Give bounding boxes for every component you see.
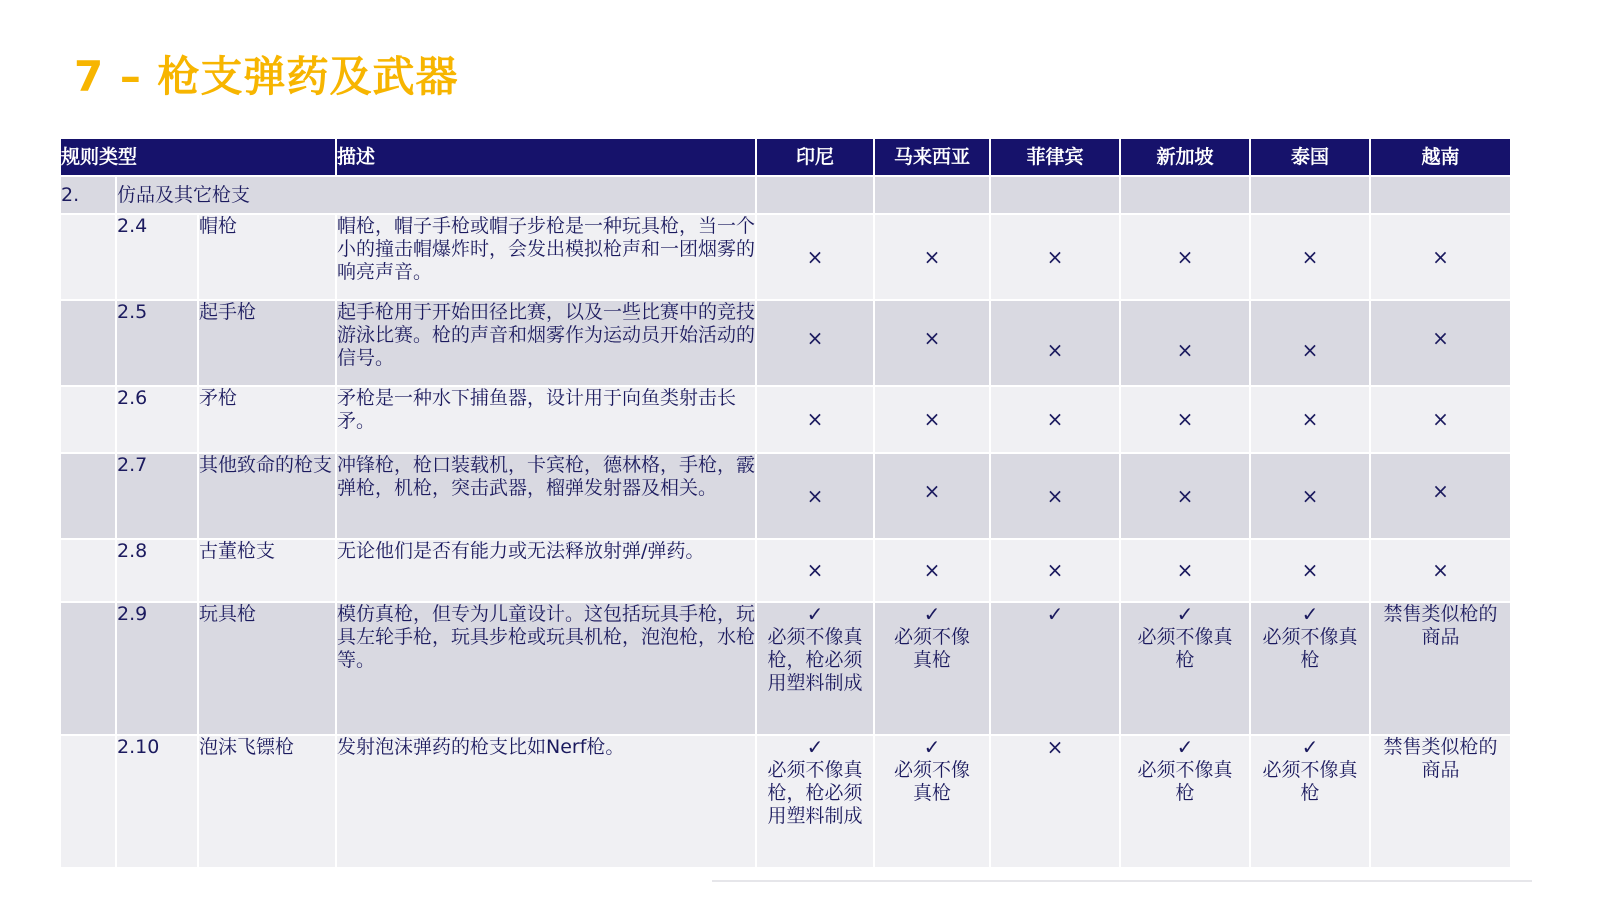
cross-icon: × bbox=[1301, 244, 1319, 269]
country-status-cell bbox=[990, 539, 1120, 602]
country-status-cell bbox=[1250, 300, 1370, 386]
cross-icon: × bbox=[806, 326, 824, 350]
header-country: 越南 bbox=[1370, 138, 1511, 176]
table-row bbox=[60, 214, 1511, 300]
cross-icon: × bbox=[923, 326, 941, 350]
cross-icon: × bbox=[1432, 244, 1449, 269]
table-row bbox=[60, 602, 1511, 735]
indent-cell bbox=[60, 539, 116, 602]
rule-name: 古董枪支 bbox=[198, 539, 336, 602]
rule-description: 冲锋枪，枪口装载机，卡宾枪，德林格，手枪，霰弹枪，机枪，突击武器，榴弹发射器及相关。 bbox=[336, 453, 756, 539]
cross-icon: × bbox=[806, 244, 824, 269]
cross-icon: × bbox=[1046, 483, 1064, 508]
check-icon: ✓ bbox=[1176, 735, 1194, 759]
country-status-cell bbox=[1120, 386, 1250, 453]
country-status-cell bbox=[756, 735, 874, 868]
section-empty-cell bbox=[1120, 176, 1250, 214]
country-status-cell bbox=[990, 300, 1120, 386]
country-status-cell bbox=[756, 214, 874, 300]
section-empty-cell bbox=[1250, 176, 1370, 214]
header-country: 新加坡 bbox=[1120, 138, 1250, 176]
rule-name: 其他致命的枪支 bbox=[198, 453, 336, 539]
header-rule-type: 规则类型 bbox=[60, 138, 336, 176]
section-empty-cell bbox=[874, 176, 990, 214]
cross-icon: × bbox=[923, 244, 941, 269]
cross-icon: × bbox=[1046, 735, 1064, 759]
cross-icon: × bbox=[923, 558, 941, 582]
country-status-cell bbox=[874, 539, 990, 602]
country-status-cell bbox=[1120, 602, 1250, 735]
cross-icon: × bbox=[923, 479, 941, 503]
section-name: 仿品及其它枪支 bbox=[116, 176, 756, 214]
indent-cell bbox=[60, 386, 116, 453]
country-status-cell bbox=[1250, 539, 1370, 602]
rule-number: 2.8 bbox=[116, 539, 198, 602]
table-row bbox=[60, 453, 1511, 539]
rule-description: 起手枪用于开始田径比赛，以及一些比赛中的竞技游泳比赛。枪的声音和烟雾作为运动员开始活动的信号。 bbox=[336, 300, 756, 386]
country-status-cell bbox=[1370, 602, 1511, 735]
rules-table bbox=[59, 137, 1512, 869]
cross-icon: × bbox=[1301, 558, 1319, 582]
rule-name: 玩具枪 bbox=[198, 602, 336, 735]
cross-icon: × bbox=[806, 483, 824, 508]
cross-icon: × bbox=[1046, 244, 1064, 269]
header-row bbox=[60, 138, 1511, 176]
check-icon: ✓ bbox=[923, 735, 941, 759]
rule-number: 2.10 bbox=[116, 735, 198, 868]
country-status-cell bbox=[1120, 735, 1250, 868]
page-title: 7 – 枪支弹药及武器 bbox=[74, 52, 459, 101]
country-status-cell bbox=[1250, 386, 1370, 453]
cross-icon: × bbox=[1046, 338, 1064, 362]
status-note: 禁售类似枪的商品 bbox=[1383, 603, 1498, 648]
cross-icon: × bbox=[1176, 407, 1194, 431]
rule-name: 帽枪 bbox=[198, 214, 336, 300]
country-status-cell bbox=[756, 453, 874, 539]
country-status-cell bbox=[1370, 735, 1511, 868]
rule-name: 泡沫飞镖枪 bbox=[198, 735, 336, 868]
header-country: 印尼 bbox=[756, 138, 874, 176]
cross-icon: × bbox=[1176, 483, 1194, 508]
rule-description: 发射泡沫弹药的枪支比如Nerf枪。 bbox=[336, 735, 756, 868]
header-country: 泰国 bbox=[1250, 138, 1370, 176]
status-note: 必须不像真枪，枪必须用塑料制成 bbox=[767, 759, 863, 827]
country-status-cell bbox=[756, 386, 874, 453]
rule-number: 2.5 bbox=[116, 300, 198, 386]
country-status-cell bbox=[1250, 214, 1370, 300]
cross-icon: × bbox=[806, 558, 824, 582]
cross-icon: × bbox=[1301, 407, 1319, 431]
indent-cell bbox=[60, 453, 116, 539]
cross-icon: × bbox=[1432, 407, 1449, 431]
country-status-cell bbox=[1250, 453, 1370, 539]
cross-icon: × bbox=[923, 407, 941, 431]
rule-number: 2.9 bbox=[116, 602, 198, 735]
table-row bbox=[60, 735, 1511, 868]
rule-description: 矛枪是一种水下捕鱼器，设计用于向鱼类射击长矛。 bbox=[336, 386, 756, 453]
country-status-cell bbox=[1370, 539, 1511, 602]
rule-number: 2.7 bbox=[116, 453, 198, 539]
status-note: 必须不像真枪 bbox=[1262, 626, 1358, 671]
country-status-cell bbox=[1120, 453, 1250, 539]
country-status-cell bbox=[990, 214, 1120, 300]
rule-number: 2.6 bbox=[116, 386, 198, 453]
country-status-cell bbox=[990, 735, 1120, 868]
country-status-cell bbox=[1120, 214, 1250, 300]
status-note: 禁售类似枪的商品 bbox=[1383, 736, 1498, 781]
country-status-cell bbox=[1250, 602, 1370, 735]
table-row bbox=[60, 300, 1511, 386]
status-note: 必须不像真枪 bbox=[894, 759, 971, 804]
status-note: 必须不像真枪 bbox=[1137, 626, 1233, 671]
section-row bbox=[60, 176, 1511, 214]
indent-cell bbox=[60, 602, 116, 735]
country-status-cell bbox=[1370, 453, 1511, 539]
header-country: 马来西亚 bbox=[874, 138, 990, 176]
cross-icon: × bbox=[1432, 479, 1449, 503]
country-status-cell bbox=[1370, 386, 1511, 453]
country-status-cell bbox=[874, 602, 990, 735]
check-icon: ✓ bbox=[923, 602, 941, 626]
indent-cell bbox=[60, 735, 116, 868]
status-note: 必须不像真枪 bbox=[1137, 759, 1233, 804]
table-row bbox=[60, 386, 1511, 453]
cross-icon: × bbox=[1046, 407, 1064, 431]
country-status-cell bbox=[756, 300, 874, 386]
check-icon: ✓ bbox=[1176, 602, 1194, 626]
header-country: 菲律宾 bbox=[990, 138, 1120, 176]
status-note: 必须不像真枪，枪必须用塑料制成 bbox=[767, 626, 863, 694]
indent-cell bbox=[60, 214, 116, 300]
cross-icon: × bbox=[1301, 338, 1319, 362]
rule-number: 2.4 bbox=[116, 214, 198, 300]
country-status-cell bbox=[1120, 300, 1250, 386]
rule-description: 模仿真枪，但专为儿童设计。这包括玩具手枪，玩具左轮手枪，玩具步枪或玩具机枪，泡泡枪，水枪等。 bbox=[336, 602, 756, 735]
cross-icon: × bbox=[1432, 326, 1449, 350]
status-note: 必须不像真枪 bbox=[1262, 759, 1358, 804]
check-icon: ✓ bbox=[806, 602, 824, 626]
check-icon: ✓ bbox=[1301, 735, 1319, 759]
rule-description: 无论他们是否有能力或无法释放射弹/弹药。 bbox=[336, 539, 756, 602]
country-status-cell bbox=[874, 386, 990, 453]
country-status-cell bbox=[874, 453, 990, 539]
country-status-cell bbox=[1370, 214, 1511, 300]
rule-name: 起手枪 bbox=[198, 300, 336, 386]
check-icon: ✓ bbox=[806, 735, 824, 759]
country-status-cell bbox=[756, 602, 874, 735]
section-empty-cell bbox=[1370, 176, 1511, 214]
rule-name: 矛枪 bbox=[198, 386, 336, 453]
cross-icon: × bbox=[1432, 558, 1449, 582]
status-note: 必须不像真枪 bbox=[894, 626, 971, 671]
section-number: 2. bbox=[60, 176, 116, 214]
rule-description: 帽枪，帽子手枪或帽子步枪是一种玩具枪，当一个小的撞击帽爆炸时，会发出模拟枪声和一团烟雾的响亮声音。 bbox=[336, 214, 756, 300]
check-icon: ✓ bbox=[1046, 602, 1064, 626]
country-status-cell bbox=[990, 453, 1120, 539]
country-status-cell bbox=[1370, 300, 1511, 386]
indent-cell bbox=[60, 300, 116, 386]
cross-icon: × bbox=[1046, 558, 1064, 582]
country-status-cell bbox=[874, 300, 990, 386]
country-status-cell bbox=[874, 214, 990, 300]
table-row bbox=[60, 539, 1511, 602]
country-status-cell bbox=[990, 386, 1120, 453]
section-empty-cell bbox=[990, 176, 1120, 214]
cross-icon: × bbox=[1176, 558, 1194, 582]
bottom-divider bbox=[712, 880, 1532, 882]
section-empty-cell bbox=[756, 176, 874, 214]
header-description: 描述 bbox=[336, 138, 756, 176]
cross-icon: × bbox=[806, 407, 824, 431]
check-icon: ✓ bbox=[1301, 602, 1319, 626]
country-status-cell bbox=[756, 539, 874, 602]
cross-icon: × bbox=[1176, 244, 1194, 269]
cross-icon: × bbox=[1176, 338, 1194, 362]
country-status-cell bbox=[990, 602, 1120, 735]
country-status-cell bbox=[1120, 539, 1250, 602]
country-status-cell bbox=[874, 735, 990, 868]
cross-icon: × bbox=[1301, 483, 1319, 508]
country-status-cell bbox=[1250, 735, 1370, 868]
